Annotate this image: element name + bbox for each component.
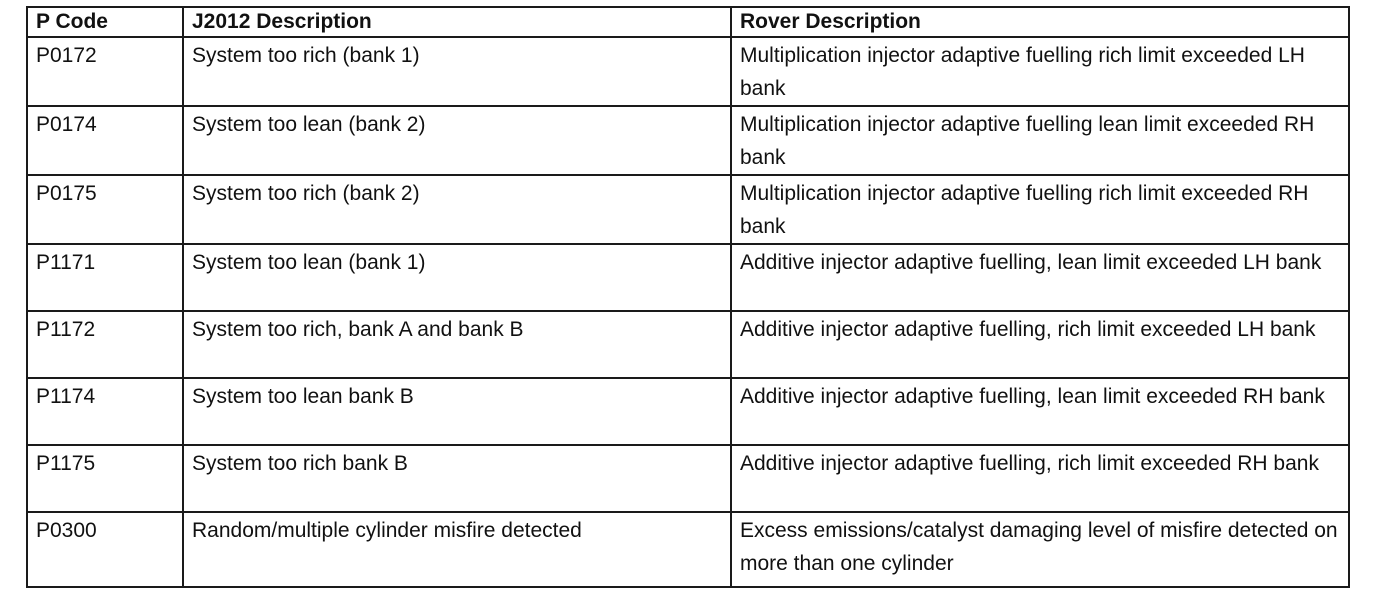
p-code-cell: P0174 bbox=[27, 106, 183, 175]
table-row bbox=[27, 378, 1349, 445]
j2012-description-cell: Random/multiple cylinder misfire detected bbox=[183, 512, 731, 587]
p-code-cell: P1174 bbox=[27, 378, 183, 445]
table-row bbox=[27, 311, 1349, 378]
header-row bbox=[27, 7, 1349, 37]
j2012-description-cell: System too rich (bank 1) bbox=[183, 37, 731, 106]
fault-code-table bbox=[26, 6, 1350, 588]
table-row bbox=[27, 512, 1349, 587]
table-row bbox=[27, 445, 1349, 512]
p-code-cell: P1172 bbox=[27, 311, 183, 378]
p-code-cell: P1171 bbox=[27, 244, 183, 311]
table-row bbox=[27, 244, 1349, 311]
rover-description-cell: Additive injector adaptive fuelling, rich limit exceeded RH bank bbox=[731, 445, 1349, 512]
table-row bbox=[27, 37, 1349, 106]
j2012-description-cell: System too rich (bank 2) bbox=[183, 175, 731, 244]
header-j2012-description: J2012 Description bbox=[183, 7, 731, 37]
j2012-description-cell: System too lean (bank 2) bbox=[183, 106, 731, 175]
p-code-cell: P0175 bbox=[27, 175, 183, 244]
p-code-cell: P1175 bbox=[27, 445, 183, 512]
j2012-description-cell: System too lean (bank 1) bbox=[183, 244, 731, 311]
p-code-cell: P0300 bbox=[27, 512, 183, 587]
p-code-cell: P0172 bbox=[27, 37, 183, 106]
table-row bbox=[27, 106, 1349, 175]
j2012-description-cell: System too lean bank B bbox=[183, 378, 731, 445]
table-row bbox=[27, 175, 1349, 244]
rover-description-cell: Multiplication injector adaptive fuelling rich limit exceeded RH bank bbox=[731, 175, 1349, 244]
rover-description-cell: Multiplication injector adaptive fuelling rich limit exceeded LH bank bbox=[731, 37, 1349, 106]
rover-description-cell: Excess emissions/catalyst damaging level of misfire detected on more than one cylinder bbox=[731, 512, 1349, 587]
header-rover-description: Rover Description bbox=[731, 7, 1349, 37]
rover-description-cell: Additive injector adaptive fuelling, rich limit exceeded LH bank bbox=[731, 311, 1349, 378]
header-p-code: P Code bbox=[27, 7, 183, 37]
rover-description-cell: Multiplication injector adaptive fuelling lean limit exceeded RH bank bbox=[731, 106, 1349, 175]
fault-code-table-container bbox=[26, 6, 1348, 588]
rover-description-cell: Additive injector adaptive fuelling, lean limit exceeded LH bank bbox=[731, 244, 1349, 311]
j2012-description-cell: System too rich bank B bbox=[183, 445, 731, 512]
j2012-description-cell: System too rich, bank A and bank B bbox=[183, 311, 731, 378]
rover-description-cell: Additive injector adaptive fuelling, lean limit exceeded RH bank bbox=[731, 378, 1349, 445]
